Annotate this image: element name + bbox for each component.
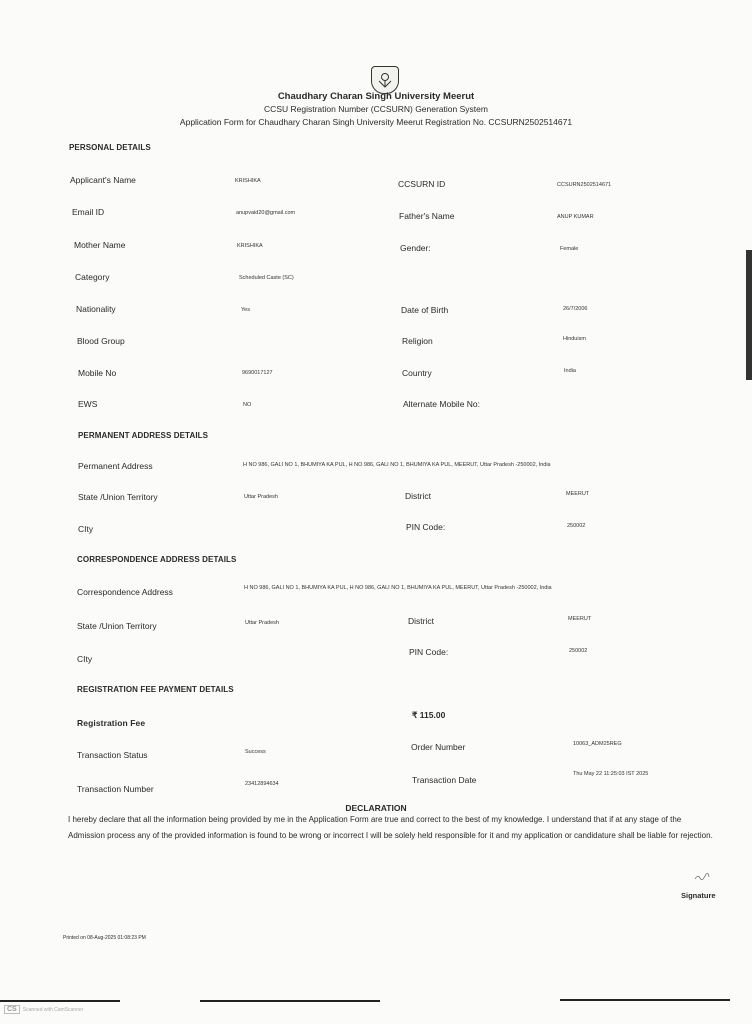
religion-label: Religion (402, 336, 433, 346)
permanent-pin-value: 250002 (567, 523, 586, 529)
father-name-label: Father's Name (399, 211, 455, 221)
scan-edge-line-middle (200, 1000, 380, 1002)
permanent-pin-label: PIN Code: (406, 522, 446, 532)
dob-label: Date of Birth (401, 305, 449, 315)
university-logo (371, 66, 399, 94)
correspondence-pin-label: PIN Code: (409, 647, 449, 657)
system-name: CCSU Registration Number (CCSURN) Generation System (264, 104, 488, 114)
transaction-date-label: Transaction Date (412, 775, 477, 785)
applicant-name-label: Applicant's Name (70, 175, 136, 185)
scanner-badge: CS (4, 1005, 20, 1014)
signature-label: Signature (681, 891, 716, 900)
email-value: anupvaid20@gmail.com (236, 210, 296, 216)
registration-fee-value: ₹ 115.00 (412, 710, 446, 720)
scan-edge-line-right (560, 999, 730, 1001)
country-value: India (564, 368, 576, 374)
religion-value: Hinduism (563, 336, 586, 342)
blood-group-label: Blood Group (77, 336, 125, 346)
permanent-address-value: H NO 986, GALI NO 1, BHUMIYA KA PUL, H NO 986, GALI NO 1, BHUMIYA KA PUL, MEERUT, Uttar Pradesh -250002, India (243, 462, 551, 468)
permanent-district-label: District (405, 491, 431, 501)
correspondence-address-value: H NO 986, GALI NO 1, BHUMIYA KA PUL, H NO 986, GALI NO 1, BHUMIYA KA PUL, MEERUT, Uttar Pradesh -250002, India (244, 585, 552, 591)
dob-value: 26/7/2006 (563, 306, 588, 312)
mobile-label: Mobile No (78, 368, 117, 378)
scan-right-shadow (746, 250, 752, 380)
mobile-value: 9690017127 (242, 370, 273, 376)
scanner-watermark (4, 1005, 83, 1014)
permanent-state-value: Uttar Pradesh (244, 494, 278, 500)
ews-label: EWS (78, 399, 98, 409)
correspondence-state-value: Uttar Pradesh (245, 620, 279, 626)
university-name: Chaudhary Charan Singh University Meerut (277, 91, 475, 102)
correspondence-district-value: MEERUT (568, 616, 592, 622)
transaction-number-label: Transaction Number (77, 784, 154, 794)
gender-label: Gender: (400, 243, 431, 253)
registration-fee-label: Registration Fee (77, 718, 146, 728)
mother-name-value: KRISHIKA (237, 243, 263, 249)
category-label: Category (75, 272, 110, 282)
permanent-city-label: CIty (78, 524, 94, 534)
transaction-number-value: 23412894634 (245, 781, 279, 787)
personal-details-heading: PERSONAL DETAILS (69, 143, 151, 152)
email-label: Email ID (72, 207, 105, 217)
signature-scribble (694, 873, 710, 881)
order-number-value: 10063_ADM25REG (573, 741, 622, 747)
ccsurn-label: CCSURN ID (398, 179, 446, 189)
correspondence-address-label: Correspondence Address (77, 587, 173, 597)
nationality-label: Nationality (76, 304, 116, 314)
transaction-date-value: Thu May 22 11:25:03 IST 2025 (573, 771, 649, 777)
mother-name-label: Mother Name (74, 240, 126, 250)
correspondence-pin-value: 250002 (569, 648, 588, 654)
category-value: Scheduled Caste (SC) (239, 275, 294, 281)
ews-value: NO (243, 402, 252, 408)
correspondence-address-heading: CORRESPONDENCE ADDRESS DETAILS (77, 555, 237, 564)
correspondence-city-label: CIty (77, 654, 93, 664)
permanent-state-label: State /Union Territory (78, 492, 158, 502)
scan-edge-line-left (0, 1000, 120, 1002)
gender-value: Female (560, 246, 579, 252)
permanent-address-label: Permanent Address (78, 461, 153, 471)
applicant-name-value: KRISHIKA (235, 178, 261, 184)
payment-details-heading: REGISTRATION FEE PAYMENT DETAILS (77, 685, 234, 694)
father-name-value: ANUP KUMAR (557, 214, 594, 220)
order-number-label: Order Number (411, 742, 466, 752)
printed-on: Printed on 08-Aug-2025 01:08:23 PM (63, 935, 146, 941)
alternate-mobile-label: Alternate Mobile No: (403, 399, 481, 409)
country-label: Country (402, 368, 432, 378)
permanent-address-heading: PERMANENT ADDRESS DETAILS (78, 431, 209, 440)
form-title: Application Form for Chaudhary Charan Singh University Meerut Registration No. CCSURN2502514671 (179, 117, 573, 127)
declaration-text: I hereby declare that all the information being provided by me in the Application Form are true and correct to the best of my knowledge. I understand that if at any stage of the Admission process any of the provided information is found to be wrong or incorrect I will be solely held responsible for it and my application or candidature shall be liable for rejection. (68, 815, 713, 840)
transaction-status-value: Success (245, 749, 266, 755)
correspondence-district-label: District (408, 616, 434, 626)
scanner-text: Scanned with CamScanner (22, 1006, 84, 1013)
nationality-value: Yes (241, 307, 250, 313)
declaration-title: DECLARATION (345, 803, 407, 813)
correspondence-state-label: State /Union Territory (77, 621, 157, 631)
transaction-status-label: Transaction Status (77, 750, 148, 760)
ccsurn-value: CCSURN2502514671 (557, 182, 612, 188)
permanent-district-value: MEERUT (566, 491, 590, 497)
